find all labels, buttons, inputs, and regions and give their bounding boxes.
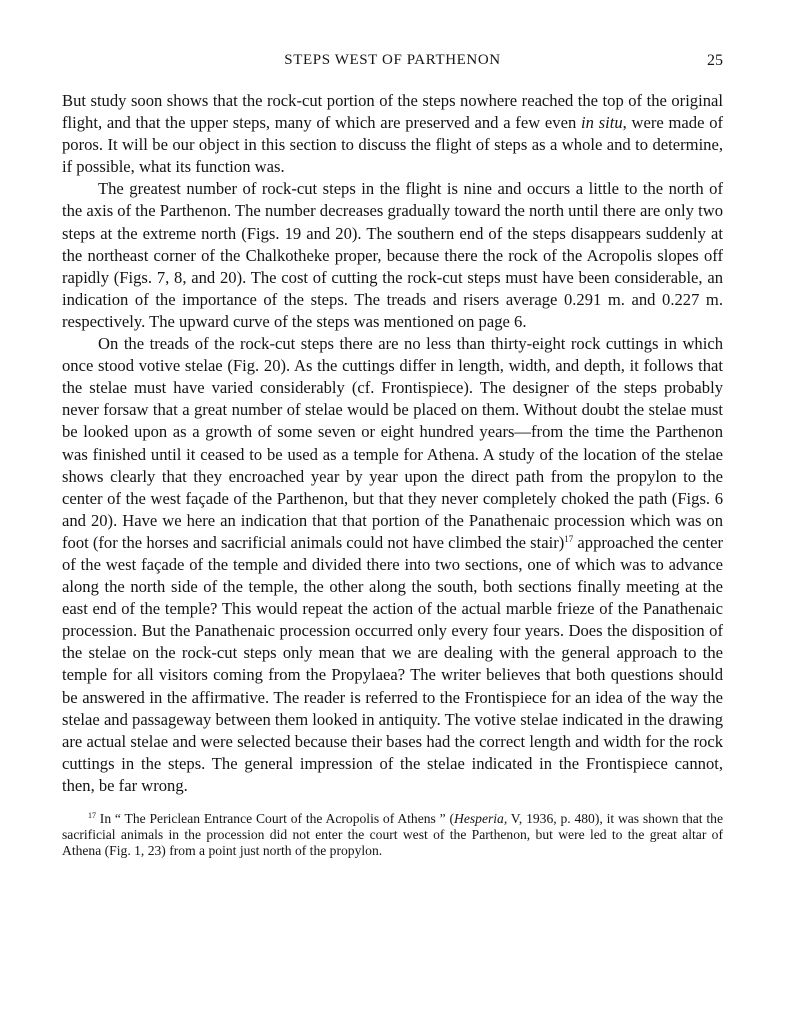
paragraph-1 bbox=[62, 90, 723, 178]
page-header bbox=[62, 52, 723, 76]
page-number: 25 bbox=[707, 52, 723, 69]
paragraph-2: The greatest number of rock-cut steps in the flight is nine and occurs a little to the north of the axis of the Parthenon. The number decreases gradually toward the north until there are only two steps at the extreme north (Figs. 19 and 20). The southern end of the steps disappears suddenly at the northeast corner of the Chalkotheke proper, because there the rock of the Acropolis slopes off rapidly (Figs. 7, 8, and 20). The cost of cutting the rock-cut steps must have been considerable, an indication of the importance of the steps. The treads and risers average 0.291 m. and 0.227 m. respectively. The upward curve of the steps was mentioned on page 6. bbox=[62, 179, 723, 331]
footnote-number: 17 bbox=[88, 811, 96, 820]
paragraph-3-text-b: approached the center of the west façade of the temple and divided there into two sections, one of which was to advance along the north side of the temple, the other along the south, both sections finally meeting at the east end of the temple? This would repeat the action of the actual marble frieze of the Panathenaic procession. But the Panathenaic procession occurred only every four years. Does the disposition of the stelae on the rock-cut steps only mean that we are dealing with the general approach to the temple for all visitors coming from the Propylaea? The writer believes that both questions should be answered in the affirmative. The reader is referred to the Frontispiece for an idea of the way the stelae and passageway between them looked in antiquity. The votive stelae indicated in the drawing are actual stelae and were selected because their bases had the correct length and width for the rock cuttings in the steps. The general impression of the stelae indicated in the Frontispiece cannot, then, be far wrong. bbox=[62, 532, 723, 795]
document-page bbox=[62, 52, 723, 860]
paragraph-1-italic: in situ bbox=[581, 113, 623, 133]
paragraph-1-text-a: But study soon shows that the rock-cut portion of the steps nowhere reached the top of the original flight, and that the upper steps, many of which are preserved and a few even bbox=[62, 91, 723, 133]
footnote-reference: 17 bbox=[564, 533, 574, 544]
paragraph-1-text-b: , were made of poros. It will be our object in this section to discuss the flight of steps as a whole and to determine, if possible, what its function was. bbox=[62, 113, 724, 177]
footnote-text bbox=[62, 811, 723, 860]
running-title: STEPS WEST OF PARTHENON bbox=[284, 52, 501, 68]
paragraph-3-text-a: On the treads of the rock-cut steps there are no less than thirty-eight rock cuttings in which once stood votive stelae (Fig. 20). As the cuttings differ in length, width, and depth, it follows that the stelae must have varied considerably (cf. Frontispiece). The designer of the steps probably never forsaw that a great number of stelae would be placed on them. Without doubt the stelae must be looked upon as a growth of some seven or eight hundred years—from the time the Parthenon was finished until it ceased to be used as a temple for Athena. A study of the location of the stelae shows clearly that they encroached year by year upon the direct path from the propylon to the center of the west façade of the Parthenon, but that they never completely choked the path (Figs. 6 and 20). Have we here an indication that that portion of the Panathenaic procession which was on foot (for the horses and sacrificial animals could not have climbed the stair) bbox=[62, 334, 723, 552]
paragraph-3 bbox=[62, 333, 723, 797]
footnote-italic: Hesperia, bbox=[454, 811, 508, 826]
footnote bbox=[62, 811, 723, 860]
footnote-text-b: V, 1936, p. 480), it was shown that the sacrificial animals in the procession did not enter the court west of the Parthenon, but were led to the great altar of Athena (Fig. 1, 23) from a point just north of the propylon. bbox=[62, 811, 723, 859]
footnote-text-a: In “ The Periclean Entrance Court of the Acropolis of Athens ” ( bbox=[96, 811, 454, 826]
body-text bbox=[62, 90, 723, 797]
